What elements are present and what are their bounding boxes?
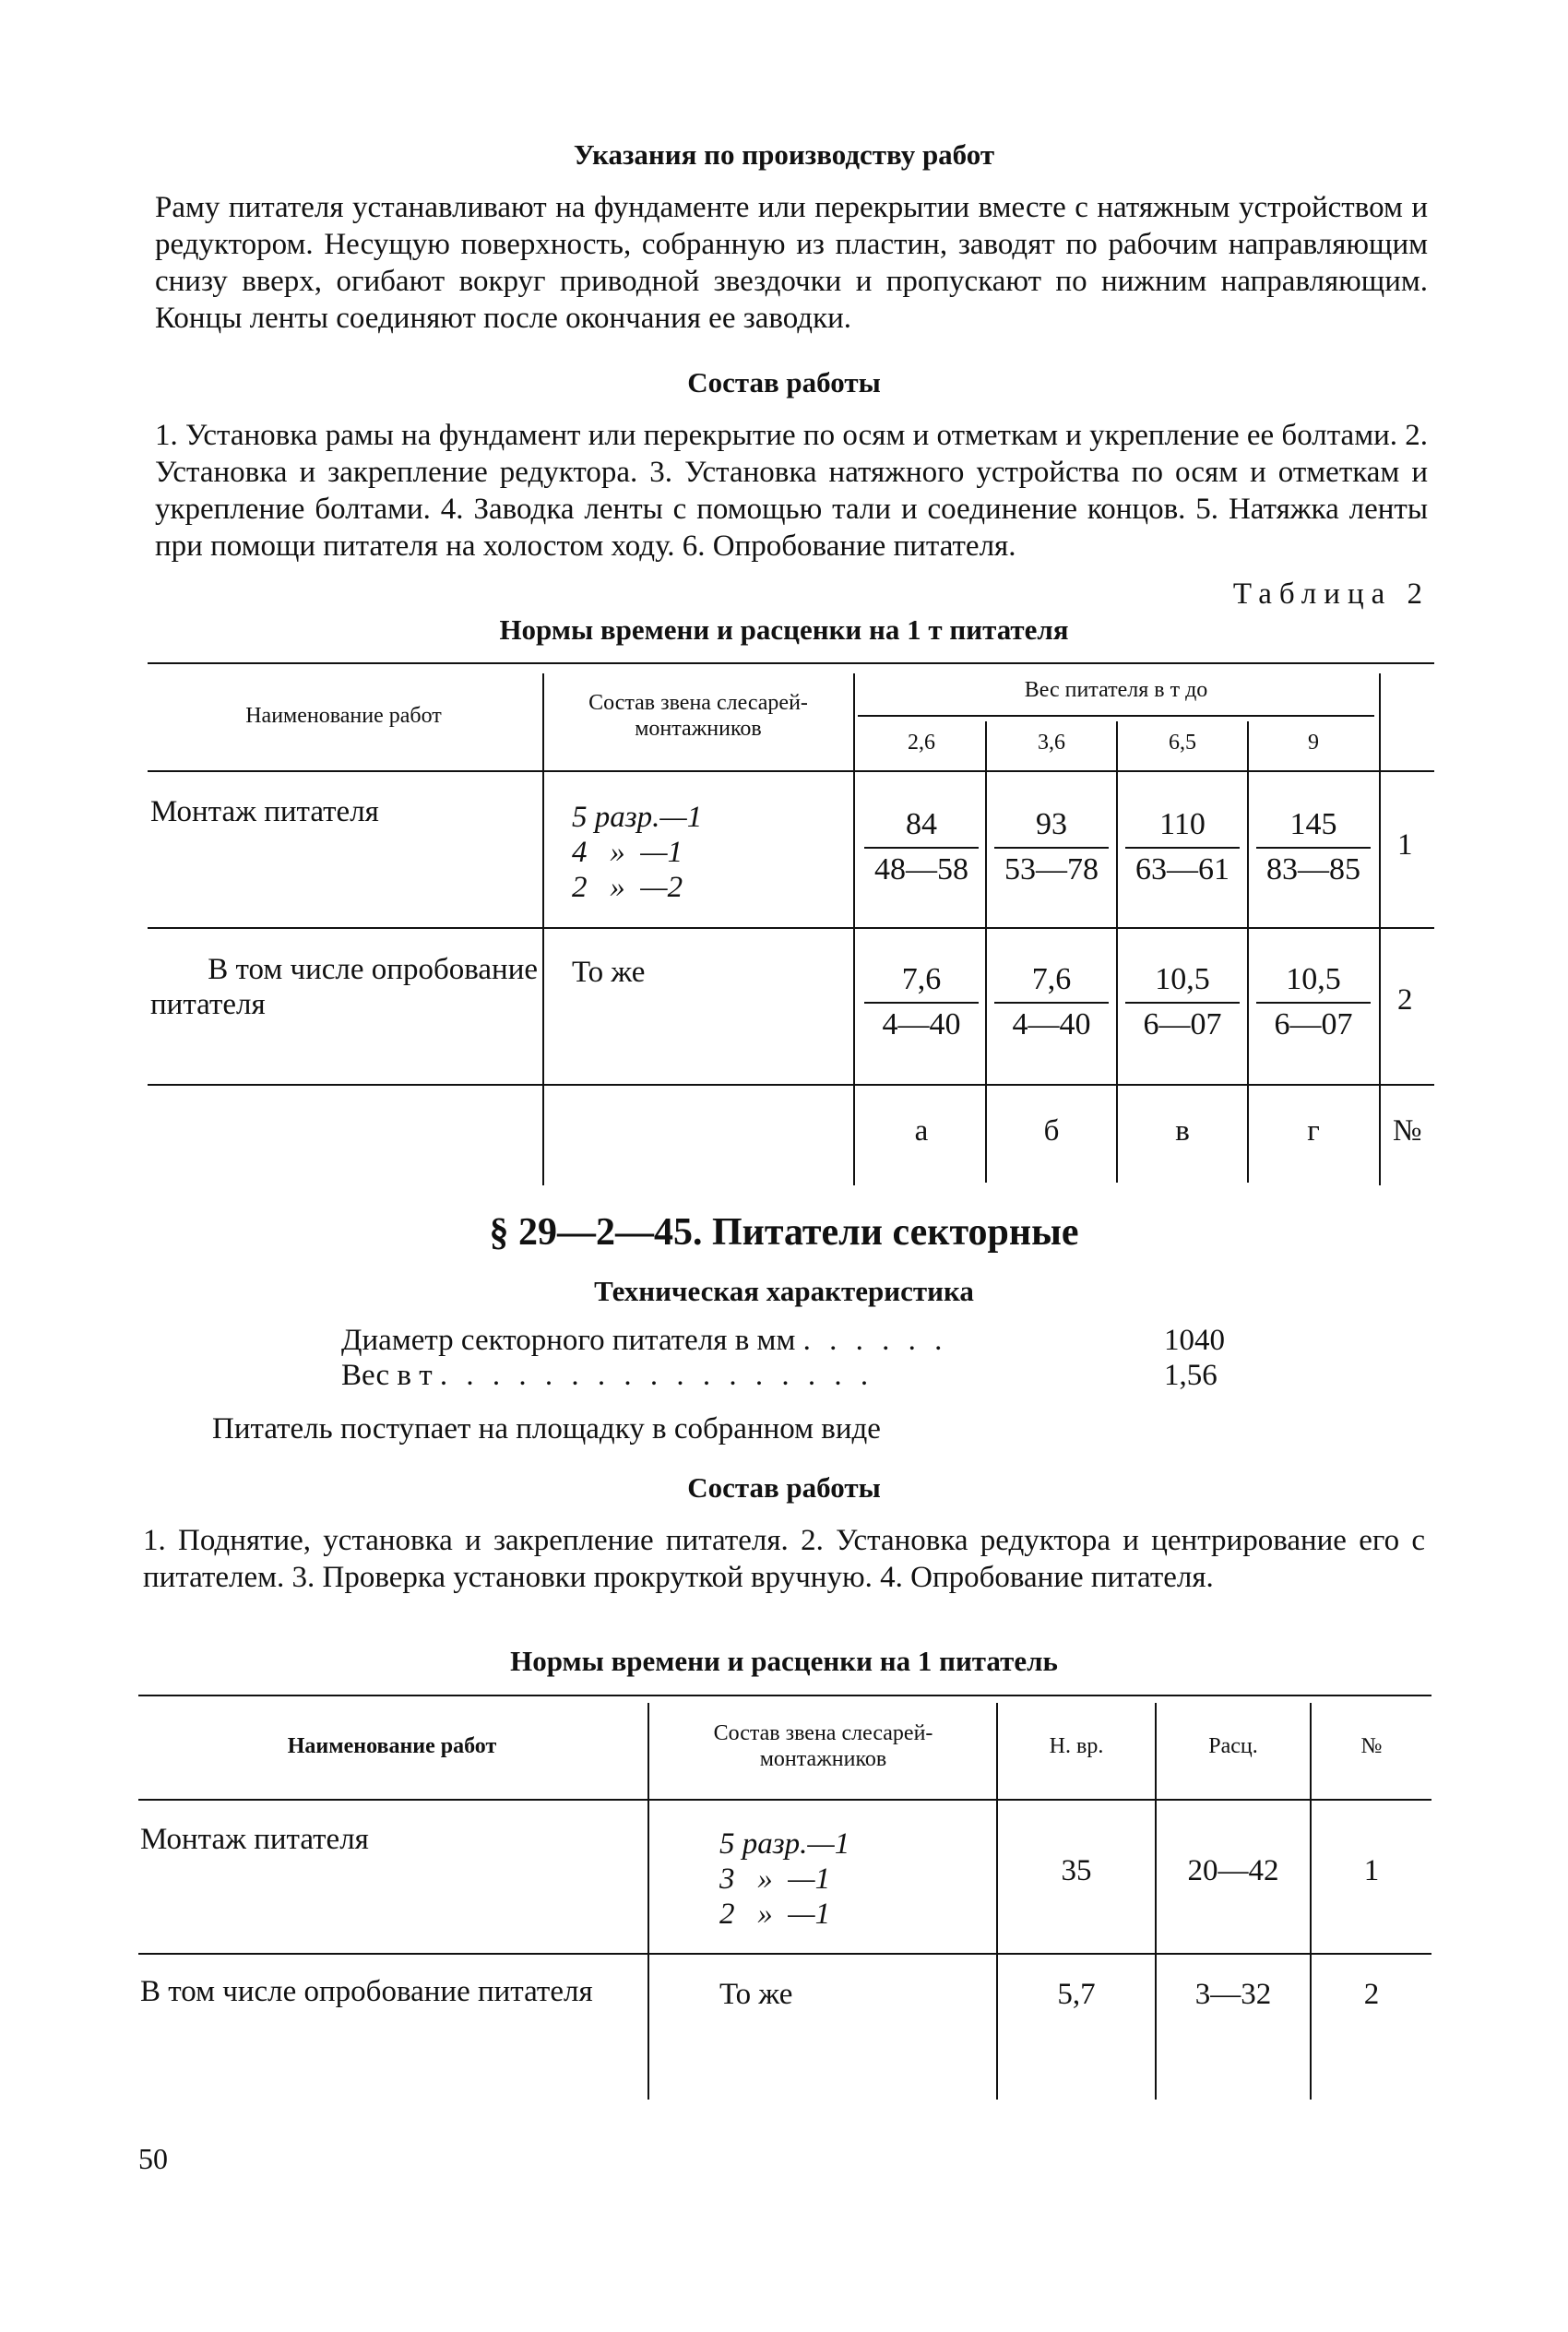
header-weight: Вес питателя в т до	[1024, 678, 1208, 702]
t2-row1-rate: 20—42	[1187, 1854, 1279, 1887]
table2-title: Нормы времени и расценки на 1 питатель	[510, 1645, 1058, 1677]
column-letter-b: б	[1043, 1114, 1060, 1148]
production-instructions-title: Указания по производству работ	[573, 138, 995, 171]
row1-name: Монтаж питателя	[150, 795, 379, 828]
tech-weight-label: Вес в т . . . . . . . . . . . . . . . . .	[341, 1359, 874, 1392]
table1-title: Нормы времени и расценки на 1 т питателя	[499, 613, 1069, 646]
header-crew: Состав звена слесарей-монтажников	[588, 691, 808, 741]
t2-header-work-name: Наименование работ	[287, 1734, 497, 1758]
row2-number: 2	[1397, 983, 1413, 1017]
production-instructions-text: Раму питателя устанавливают на фундаменте или перекрытии вместе с натяжным устройством и редуктором. Несущую поверхность, собранную из пластин, заводят по рабочим направляющим снизу вверх, огибают вокруг приводной звездочки и пропускают по нижним направляющим. Концы ленты соединяют после окончания ее заводки.	[155, 191, 1428, 335]
column-letter-c: в	[1175, 1114, 1190, 1148]
row2-value-d: 10,5 6—07	[1249, 959, 1378, 1044]
table-label: Таблица 2	[1232, 577, 1430, 611]
row2-value-c: 10,5 6—07	[1118, 959, 1247, 1044]
section-title: § 29—2—45. Питатели секторные	[489, 1211, 1079, 1254]
t2-header-norm: Н. вр.	[1049, 1734, 1104, 1758]
t2-row2-norm: 5,7	[1057, 1978, 1096, 2011]
row1-crew-line2: 4 » —1	[572, 836, 683, 869]
t2-row1-crew-line1: 5 разр.—1	[719, 1827, 850, 1861]
t2-row1-number: 1	[1363, 1854, 1380, 1887]
column-letter-d: г	[1307, 1114, 1320, 1148]
work-composition-title-1: Состав работы	[687, 366, 881, 399]
t2-header-rate: Расц.	[1208, 1734, 1258, 1758]
row1-value-c: 110 63—61	[1118, 804, 1247, 889]
t2-row2-crew: То же	[719, 1978, 793, 2011]
header-weight-2: 3,6	[1038, 731, 1065, 755]
t2-header-crew: Состав звена слесарей-монтажников	[713, 1721, 933, 1771]
tech-diameter-label: Диаметр секторного питателя в мм . . . . . .	[341, 1324, 948, 1357]
tech-diameter-value: 1040	[1164, 1324, 1225, 1357]
t2-row1-crew-line2: 3 » —1	[719, 1862, 831, 1896]
row1-crew-line3: 2 » —2	[572, 871, 683, 904]
work-composition-title-2: Состав работы	[687, 1471, 881, 1504]
header-weight-1: 2,6	[908, 731, 935, 755]
column-letter-a: а	[914, 1114, 929, 1148]
t2-row1-crew-line3: 2 » —1	[719, 1898, 831, 1931]
row1-number: 1	[1397, 828, 1413, 862]
t2-row2-rate: 3—32	[1194, 1978, 1272, 2011]
row1-value-b: 93 53—78	[987, 804, 1116, 889]
header-weight-3: 6,5	[1169, 731, 1196, 755]
row1-crew-line1: 5 разр.—1	[572, 801, 703, 834]
row2-name: В том числе опробование питателя	[150, 953, 538, 1021]
row1-value-d: 145 83—85	[1249, 804, 1378, 889]
header-weight-4: 9	[1308, 731, 1319, 755]
row2-value-a: 7,6 4—40	[857, 959, 986, 1044]
t2-row2-number: 2	[1363, 1978, 1380, 2011]
row2-value-b: 7,6 4—40	[987, 959, 1116, 1044]
row1-value-a: 84 48—58	[857, 804, 986, 889]
work-composition-text-2: 1. Поднятие, установка и закрепление питателя. 2. Установка редуктора и центрирование его с питателем. 3. Проверка установки прокруткой вручную. 4. Опробование питателя.	[143, 1524, 1425, 1594]
column-number-label: №	[1393, 1114, 1422, 1148]
delivery-note: Питатель поступает на площадку в собранном виде	[212, 1412, 881, 1446]
tech-weight-value: 1,56	[1164, 1359, 1218, 1392]
t2-header-number: №	[1360, 1734, 1383, 1758]
row2-crew: То же	[572, 956, 646, 989]
t2-row2-name: В том числе опробование питателя	[140, 1975, 593, 2008]
work-composition-text-1: 1. Установка рамы на фундамент или перекрытие по осям и отметкам и укрепление ее болтами. 2. Установка и закрепление редуктора. 3. Установка натяжного устройства по осям и отметкам и укрепление болтами. 4. Заводка ленты с помощью тали и соединение концов. 5. Натяжка ленты при помощи питателя на холостом ходу. 6. Опробование питателя.	[155, 419, 1428, 563]
t2-row1-norm: 35	[1061, 1854, 1092, 1887]
tech-characteristics-title: Техническая характеристика	[594, 1275, 974, 1307]
t2-row1-name: Монтаж питателя	[140, 1823, 369, 1856]
page-number: 50	[138, 2142, 168, 2175]
header-work-name: Наименование работ	[245, 704, 442, 728]
